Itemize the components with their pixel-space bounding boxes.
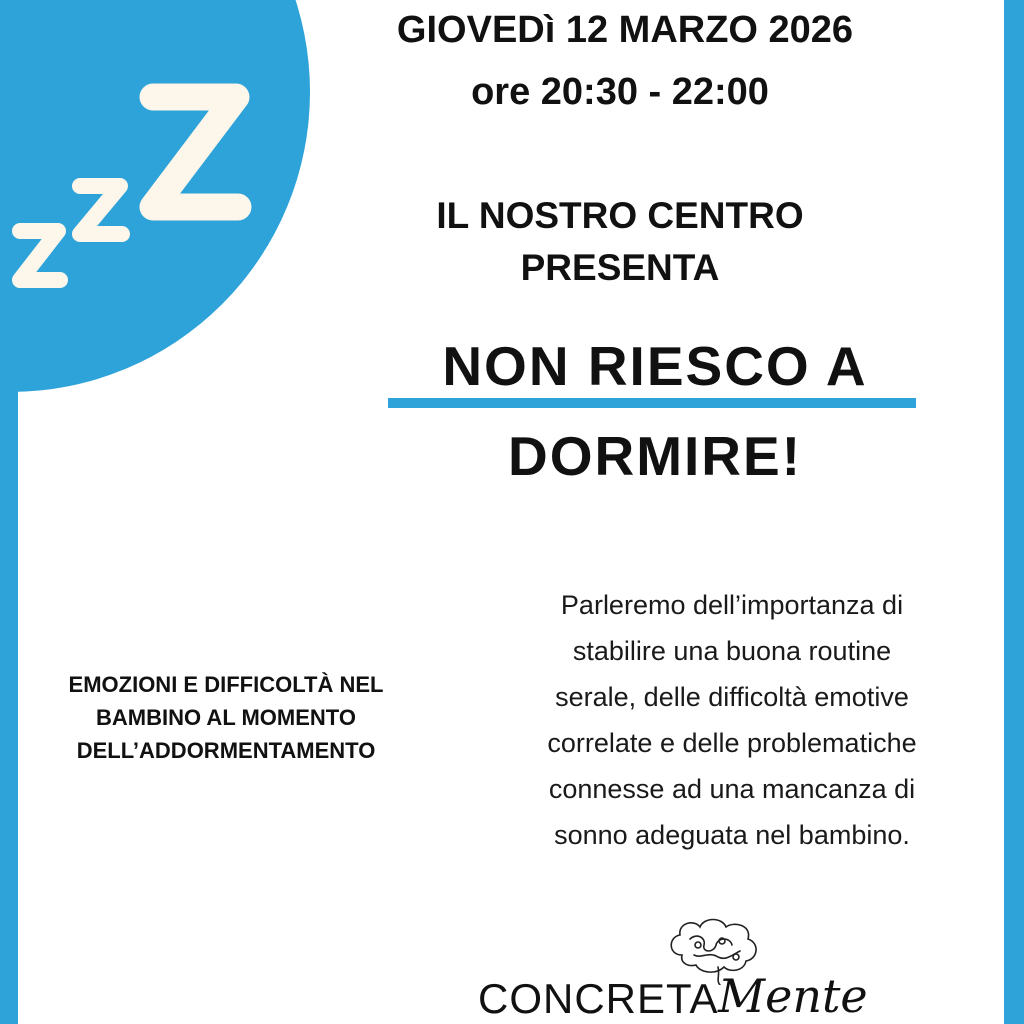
event-date: GIOVEDì 12 MARZO 2026 — [396, 9, 854, 51]
description-line: connesse ad una mancanza di — [548, 774, 916, 804]
description-line: correlate e delle problematiche — [547, 728, 917, 758]
intro-line: IL NOSTRO CENTRO — [436, 195, 804, 236]
logo-wordmark: CONCRETA — [478, 975, 719, 1022]
description-line: Parleremo dell’importanza di — [560, 590, 904, 620]
event-title-line: DORMIRE! — [507, 425, 803, 487]
description-line: serale, delle difficoltà emotive — [555, 682, 909, 712]
subtitle-line: BAMBINO AL MOMENTO — [96, 705, 356, 730]
subtitle-line: EMOZIONI E DIFFICOLTÀ NEL — [68, 672, 384, 697]
intro-line: PRESENTA — [520, 247, 720, 288]
event-title-line: NON RIESCO A — [442, 335, 868, 397]
sleep-zzz-icon — [0, 0, 320, 320]
event-description — [472, 582, 992, 858]
description-line: sonno adeguata nel bambino. — [554, 820, 910, 850]
subtitle-line: DELL’ADDORMENTAMENTO — [76, 738, 376, 763]
right-accent-bar — [1004, 0, 1024, 1024]
event-time: ore 20:30 - 22:00 — [471, 71, 769, 113]
description-line: stabilire una buona routine — [572, 636, 892, 666]
subtitle-heading — [30, 668, 422, 767]
intro-text — [360, 190, 880, 294]
title-underline — [388, 398, 916, 408]
logo-script: Mente — [718, 969, 868, 1023]
